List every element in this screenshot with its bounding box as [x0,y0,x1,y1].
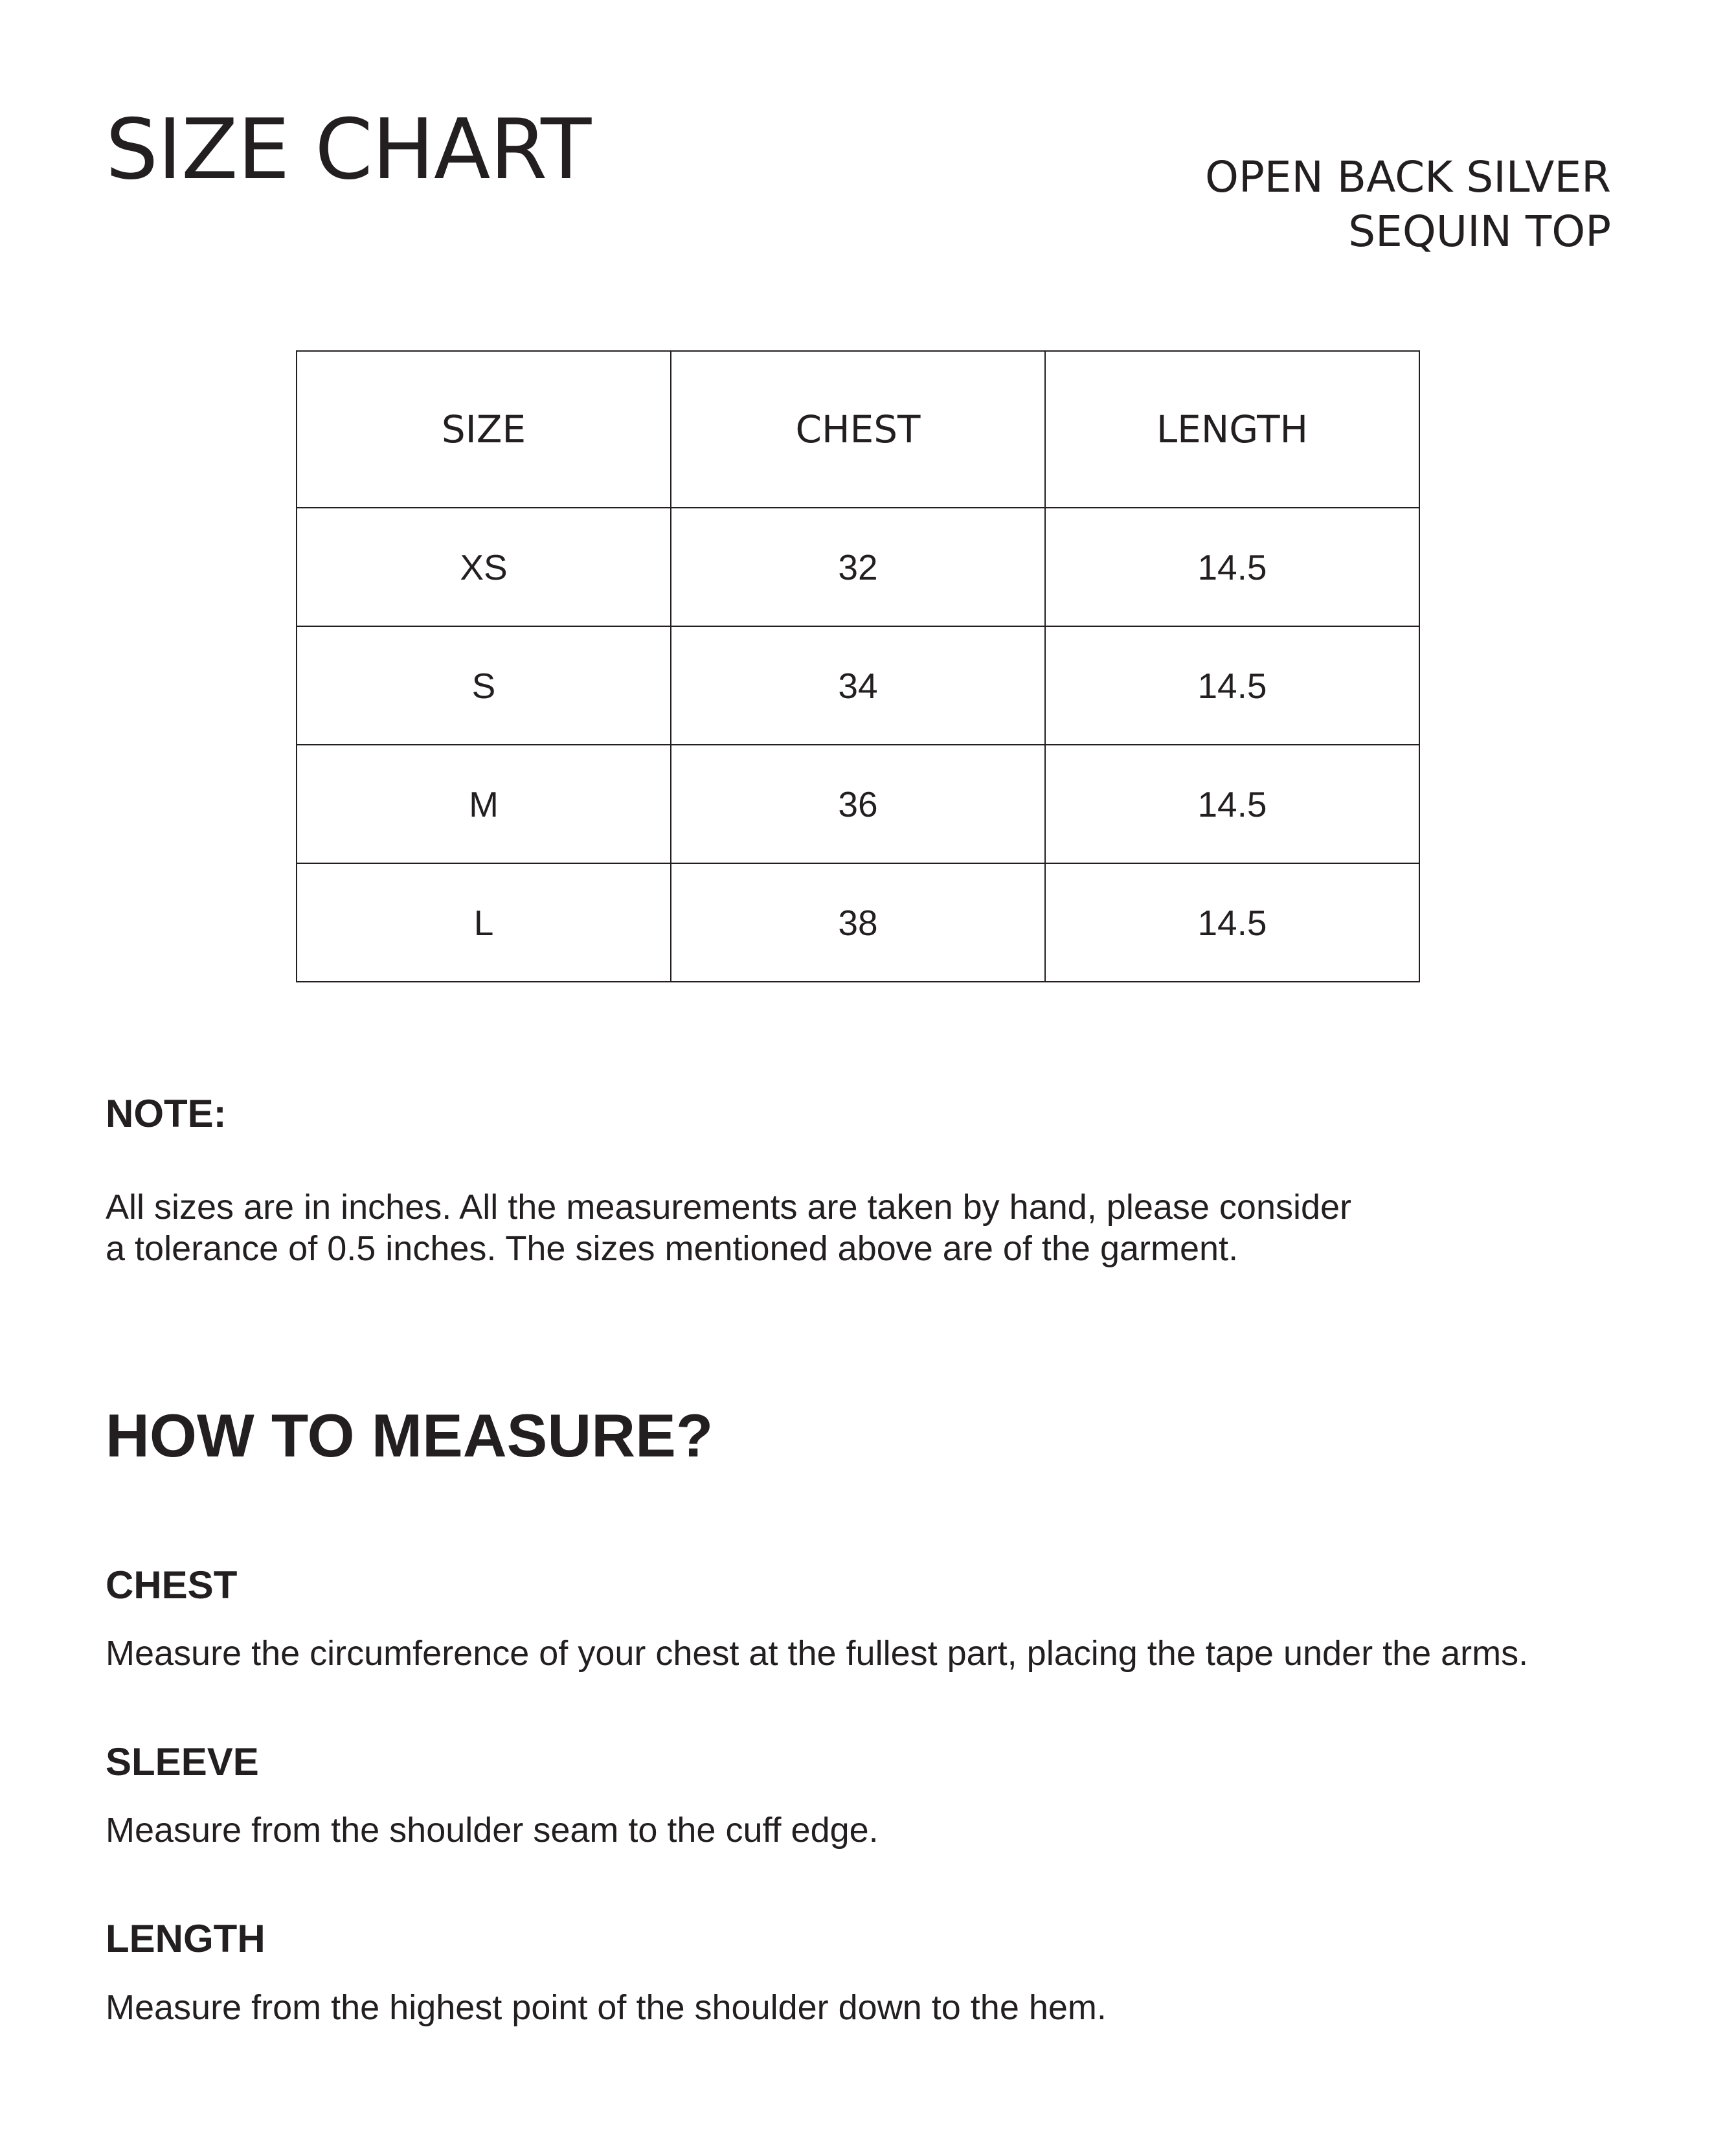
chest-instructions: Measure the circumference of your chest at the fullest part, placing the tape under the arms. [106,1634,1529,1673]
note-text-line-2: a tolerance of 0.5 inches. The sizes mentioned above are of the garment. [106,1229,1239,1268]
cell-length: 14.5 [1045,745,1419,863]
note-text [106,1186,1351,1269]
table-row [297,863,1419,982]
cell-length: 14.5 [1045,863,1419,982]
column-header-size: SIZE [297,351,671,508]
table-row [297,745,1419,863]
cell-chest: 36 [671,745,1045,863]
note-heading: NOTE: [106,1092,227,1135]
table-header-row [297,351,1419,508]
table-row [297,626,1419,745]
product-name-line-2: SEQUIN TOP [1348,207,1611,256]
column-header-length: LENGTH [1045,351,1419,508]
table-row [297,508,1419,626]
cell-length: 14.5 [1045,626,1419,745]
cell-size: M [297,745,671,863]
cell-chest: 38 [671,863,1045,982]
product-name-line-1: OPEN BACK SILVER [1205,152,1611,202]
size-table [296,350,1420,982]
sleeve-heading: SLEEVE [106,1740,259,1784]
cell-size: S [297,626,671,745]
length-instructions: Measure from the highest point of the shoulder down to the hem. [106,1988,1107,2027]
page-title: SIZE CHART [106,102,591,198]
note-text-line-1: All sizes are in inches. All the measurements are taken by hand, please consider [106,1188,1352,1227]
cell-chest: 34 [671,626,1045,745]
cell-chest: 32 [671,508,1045,626]
column-header-chest: CHEST [671,351,1045,508]
product-name [1205,150,1611,259]
cell-size: XS [297,508,671,626]
cell-length: 14.5 [1045,508,1419,626]
length-heading: LENGTH [106,1917,265,1960]
cell-size: L [297,863,671,982]
how-to-measure-title: HOW TO MEASURE? [106,1401,714,1469]
sleeve-instructions: Measure from the shoulder seam to the cuff edge. [106,1811,879,1850]
chest-heading: CHEST [106,1563,238,1607]
